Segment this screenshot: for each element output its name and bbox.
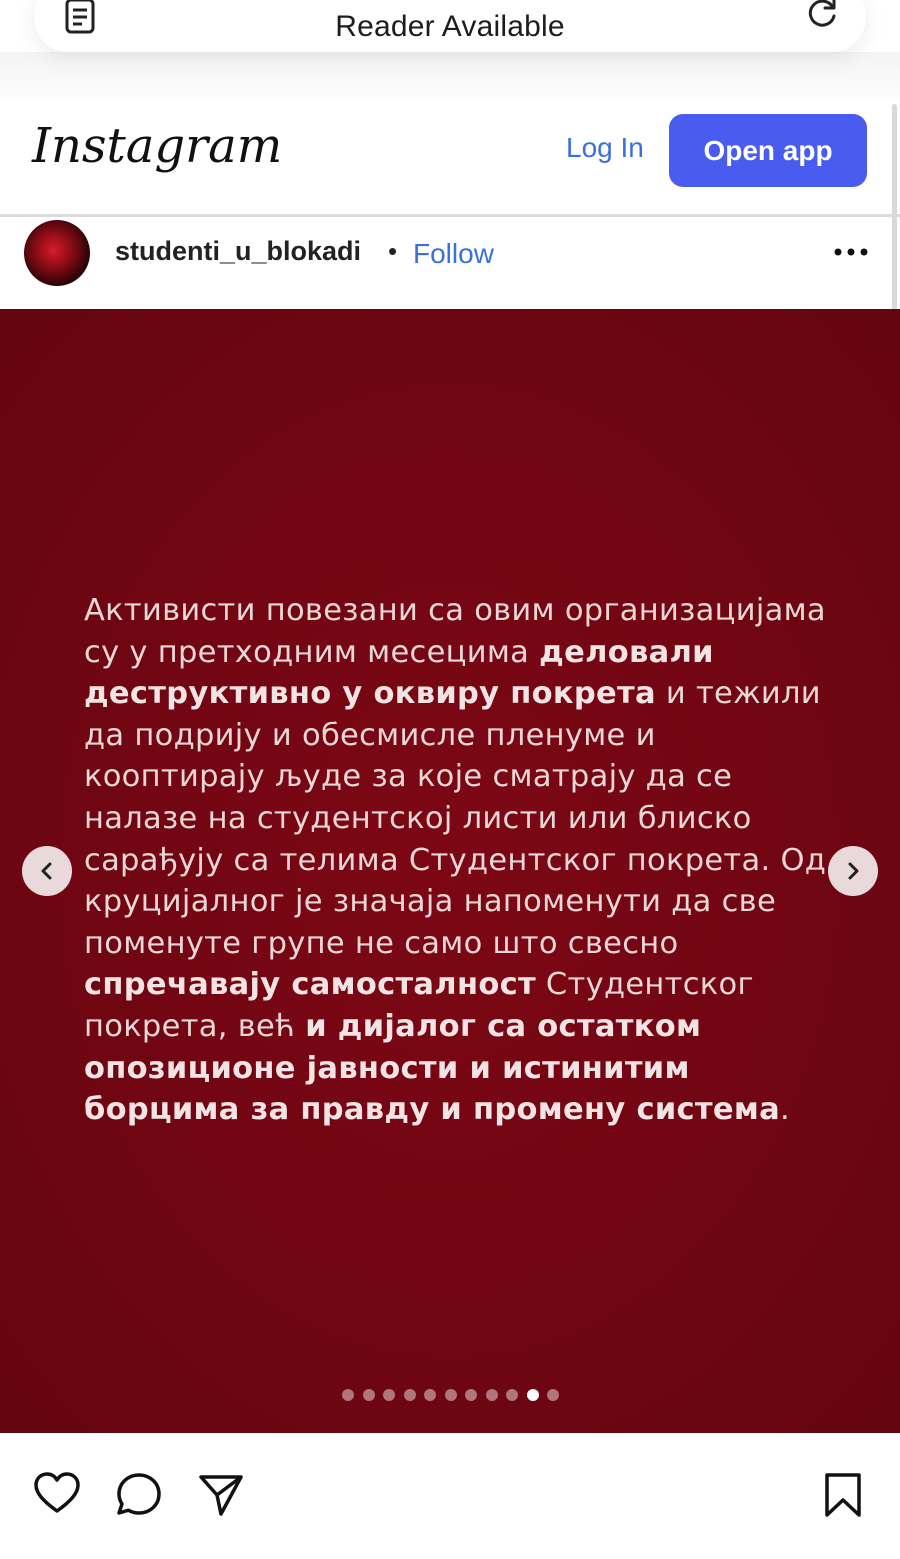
carousel-dot bbox=[445, 1389, 457, 1401]
carousel-dot bbox=[506, 1389, 518, 1401]
heart-icon[interactable] bbox=[33, 1471, 81, 1515]
slide-text-regular: и тежили да подрију и обесмисле пленуме и кооптирају људе за које сматрају да се налазе на студентској листи или блиско сарађују са телима Студентског покрета. Од круцијалног је значаја напоменути да све поменуте групе не само што свесно bbox=[84, 676, 827, 961]
comment-icon[interactable] bbox=[115, 1471, 163, 1519]
carousel-dot bbox=[383, 1389, 395, 1401]
carousel-indicator bbox=[342, 1389, 559, 1401]
slide-text-regular: Активисти повезани са овим организацијама су у претходним месецима bbox=[84, 593, 826, 670]
log-in-link[interactable]: Log In bbox=[566, 132, 644, 163]
chevron-left-icon bbox=[36, 860, 58, 882]
post-carousel[interactable] bbox=[0, 309, 900, 1433]
chevron-right-icon bbox=[842, 860, 864, 882]
carousel-dot bbox=[424, 1389, 436, 1401]
next-slide-button[interactable] bbox=[828, 846, 878, 896]
reload-icon[interactable] bbox=[804, 0, 840, 32]
scrollbar[interactable] bbox=[892, 104, 897, 314]
separator-dot: • bbox=[388, 236, 398, 266]
slide-text-regular: . bbox=[779, 1092, 790, 1128]
post-actions bbox=[0, 1433, 900, 1559]
slide-text-bold: деловали деструктивно у оквиру покрета bbox=[84, 634, 714, 712]
svg-text:Instagram: Instagram bbox=[32, 118, 283, 174]
carousel-dot bbox=[465, 1389, 477, 1401]
more-options-icon[interactable] bbox=[832, 240, 872, 264]
post-username[interactable]: studenti_u_blokadi bbox=[115, 236, 362, 266]
carousel-dot bbox=[486, 1389, 498, 1401]
share-icon[interactable] bbox=[197, 1471, 245, 1519]
header-divider bbox=[0, 214, 900, 217]
slide-text-regular: Студентског покрета, већ bbox=[84, 967, 754, 1044]
slide-text-bold: спречавају самосталност bbox=[84, 967, 536, 1003]
previous-slide-button[interactable] bbox=[22, 846, 72, 896]
follow-button[interactable]: Follow bbox=[413, 238, 494, 269]
reader-bar[interactable] bbox=[34, 0, 866, 52]
reader-available-label: Reader Available bbox=[335, 10, 565, 43]
carousel-dot bbox=[404, 1389, 416, 1401]
instagram-logo[interactable] bbox=[30, 112, 283, 192]
slide-text-bold: и дијалог са остатком опозиционе јавности и истинитим борцима за правду и промену система bbox=[84, 1008, 780, 1128]
carousel-dot bbox=[547, 1389, 559, 1401]
carousel-dot bbox=[363, 1389, 375, 1401]
carousel-dot bbox=[342, 1389, 354, 1401]
avatar[interactable] bbox=[24, 220, 90, 286]
bookmark-icon[interactable] bbox=[822, 1471, 864, 1519]
slide-text bbox=[84, 590, 844, 1131]
reader-page-icon[interactable] bbox=[64, 0, 96, 34]
carousel-dot-active bbox=[527, 1389, 539, 1401]
open-app-button[interactable]: Open app bbox=[669, 114, 867, 187]
